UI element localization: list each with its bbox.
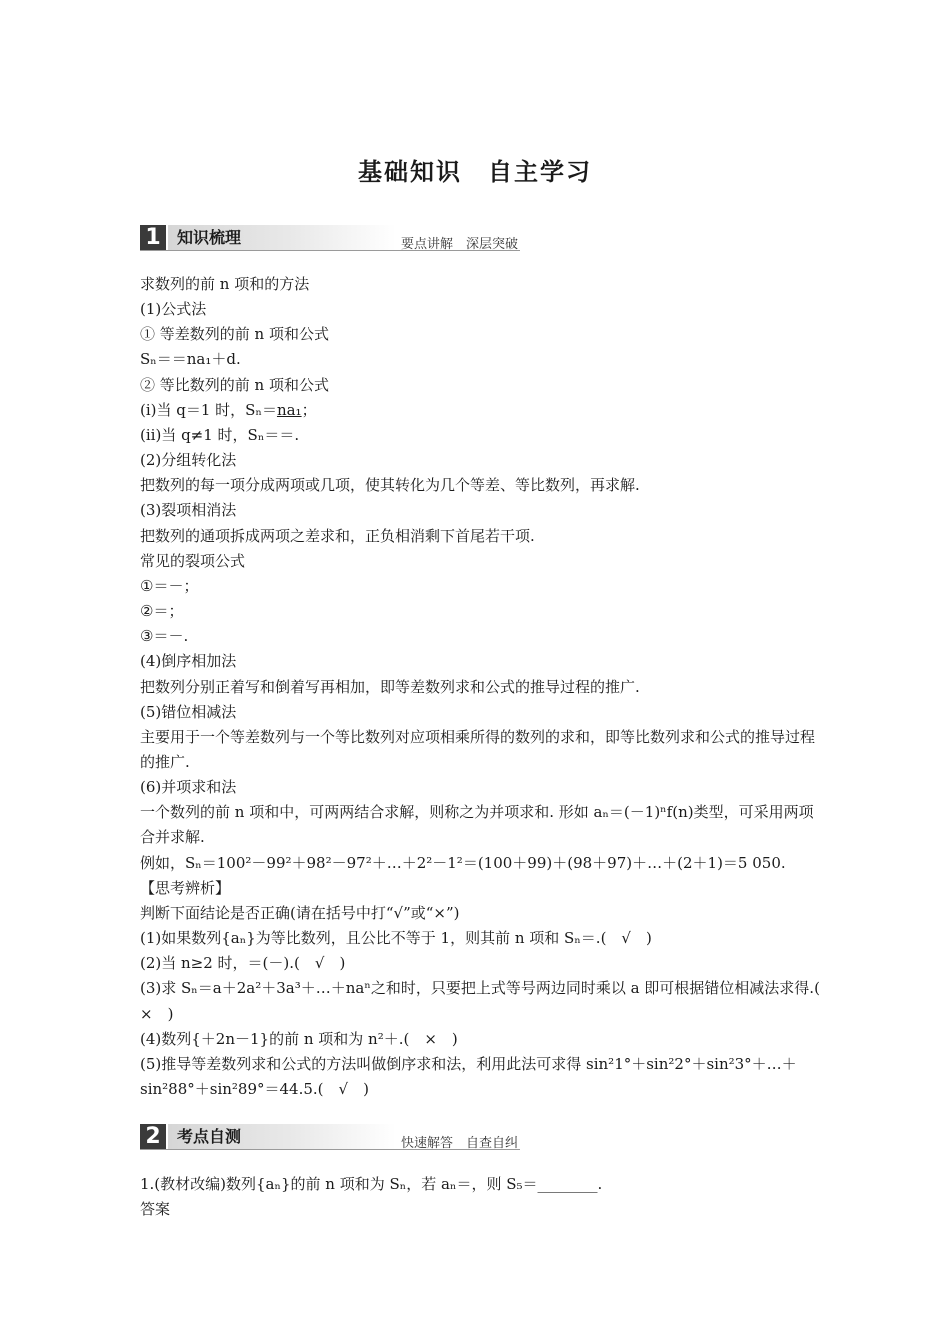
text-line: 把数列分别正着写和倒着写再相加，即等差数列求和公式的推导过程的推广. — [140, 677, 640, 696]
text-line: ①＝－； — [140, 576, 199, 595]
section-label: 考点自测 — [177, 1127, 242, 1146]
text-line: 常见的裂项公式 — [140, 551, 246, 570]
text-line: ② 等比数列的前 n 项和公式 — [140, 375, 329, 394]
text-paragraph: 主要用于一个等差数列与一个等比数列对应项相乘所得的数列的求和，即等比数列求和公式的推导过程的推广. — [140, 727, 816, 771]
text-line — [140, 398, 820, 423]
self-test-content — [140, 1172, 820, 1222]
question-line: 1.(教材改编)数列{aₙ}的前 n 项和为 Sₙ，若 aₙ＝，则 S₅＝________. — [140, 1175, 603, 1193]
text-line: (5)错位相减法 — [140, 702, 237, 721]
knowledge-content — [140, 272, 835, 1102]
answer-label: 答案 — [140, 1200, 171, 1219]
text-line: 判断下面结论是否正确(请在括号中打“√”或“×”) — [140, 903, 460, 922]
text-line: Sₙ＝＝na₁＋d. — [140, 350, 241, 369]
text-line: 把数列的每一项分成两项或几项，使其转化为几个等差、等比数列，再求解. — [140, 476, 640, 495]
text-fragment: ； — [301, 400, 317, 419]
text-line: (2)当 n≥2 时，＝(－).( √ ) — [140, 954, 346, 973]
text-line: 把数列的通项拆成两项之差求和，正负相消剩下首尾若干项. — [140, 526, 535, 545]
text-line: (2)分组转化法 — [140, 451, 237, 470]
text-line: ③＝－. — [140, 627, 189, 646]
text-line: 【思考辨析】 — [140, 878, 231, 897]
text-paragraph: (5)推导等差数列求和公式的方法叫做倒序求和法，利用此法可求得 sin²1°＋sin²2°＋sin²3°＋…＋sin²88°＋sin²89°＝44.5.( √ ) — [140, 1054, 797, 1098]
section-number: 2 — [140, 1124, 166, 1150]
text-line: ②＝； — [140, 602, 184, 621]
section-label: 知识梳理 — [177, 228, 242, 247]
text-line: 例如，Sₙ＝100²－99²＋98²－97²＋…＋2²－1²＝(100＋99)＋(98＋97)＋…＋(2＋1)＝5 050. — [140, 853, 786, 872]
text-paragraph: 一个数列的前 n 项和中，可两两结合求解，则称之为并项求和. 形如 aₙ＝(－1)ⁿf(n)类型，可采用两项合并求解. — [140, 803, 814, 847]
text-line: (ⅱ)当 q≠1 时，Sₙ＝＝. — [140, 425, 300, 444]
text-line: 求数列的前 n 项和的方法 — [140, 275, 310, 293]
section-number: 1 — [140, 225, 166, 251]
section-header-knowledge — [140, 225, 520, 251]
text-line: (6)并项求和法 — [140, 778, 237, 797]
text-line: (4)倒序相加法 — [140, 652, 237, 671]
section-subtitle: 快速解答 自查自纠 — [400, 1136, 518, 1151]
section-header-self-test — [140, 1124, 520, 1150]
text-line: (4)数列{＋2n－1}的前 n 项和为 n²＋.( × ) — [140, 1029, 458, 1048]
section-subtitle: 要点讲解 深层突破 — [400, 237, 518, 252]
text-fragment: (ⅰ)当 q＝1 时，Sₙ＝ — [140, 400, 277, 419]
text-line: (1)如果数列{aₙ}为等比数列，且公比不等于 1，则其前 n 项和 Sₙ＝.( √ ) — [140, 929, 652, 948]
underlined-term: na₁ — [276, 400, 302, 419]
text-paragraph: (3)求 Sₙ＝a＋2a²＋3a³＋…＋naⁿ之和时，只要把上式等号两边同时乘以 a 即可根据错位相减法求得.( × ) — [140, 979, 835, 1023]
page-title: 基础知识 自主学习 — [358, 158, 592, 186]
text-line: (1)公式法 — [140, 300, 207, 319]
text-line: (3)裂项相消法 — [140, 501, 237, 520]
text-line: ① 等差数列的前 n 项和公式 — [140, 325, 329, 344]
